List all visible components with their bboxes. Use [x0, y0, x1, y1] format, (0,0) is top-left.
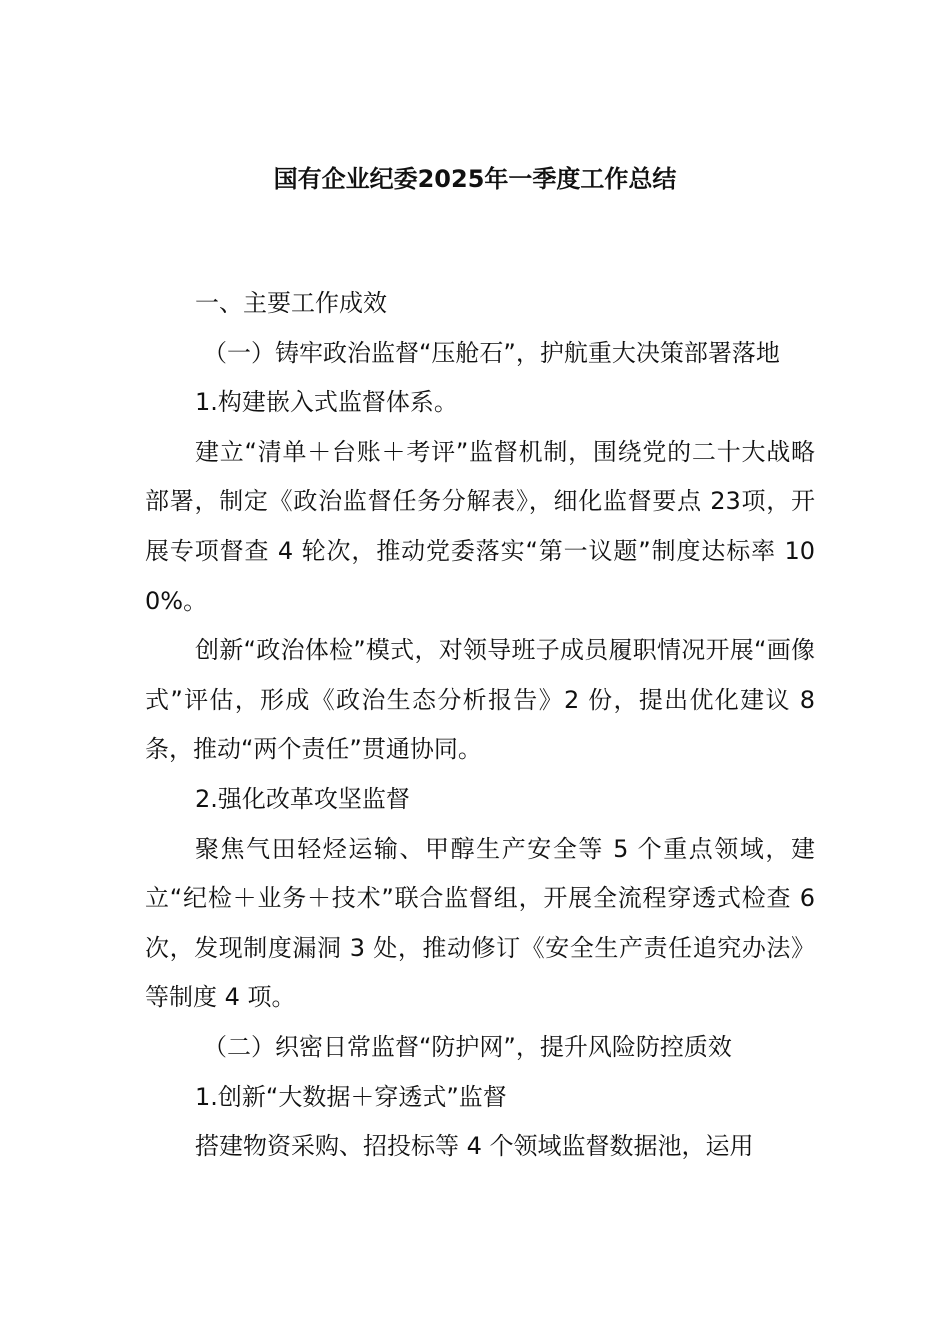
subsection-heading-political-supervision: （一）铸牢政治监督“压舱石”，护航重大决策部署落地	[203, 338, 780, 367]
paragraph-key-areas: 聚焦气田轻烃运输、甲醇生产安全等 5 个重点领域，建立“纪检＋业务＋技术”联合监督组，开展全流程穿透式检查 6 次，发现制度漏洞 3 处，推动修订《安全生产责任追究办法》等制度 4 项。	[145, 834, 815, 1012]
item-heading-big-data-supervision: 1.创新“大数据＋穿透式”监督	[195, 1082, 507, 1111]
paragraph-supervision-mechanism: 建立“清单＋台账＋考评”监督机制，围绕党的二十大战略部署，制定《政治监督任务分解表》，细化监督要点 23项，开展专项督查 4 轮次，推动党委落实“第一议题”制度达标率 100%。	[145, 437, 815, 615]
item-heading-reform-supervision: 2.强化改革攻坚监督	[195, 784, 410, 813]
item-heading-embedded-supervision: 1.构建嵌入式监督体系。	[195, 388, 458, 417]
paragraph-political-checkup: 创新“政治体检”模式，对领导班子成员履职情况开展“画像式”评估，形成《政治生态分析报告》2 份，提出优化建议 8 条，推动“两个责任”贯通协同。	[145, 636, 815, 764]
document-title: 国有企业纪委2025年一季度工作总结	[273, 165, 677, 193]
subsection-heading-daily-supervision: （二）织密日常监督“防护网”，提升风险防控质效	[203, 1032, 732, 1061]
section-heading-main-results: 一、主要工作成效	[195, 289, 387, 317]
document-body	[145, 279, 815, 1172]
paragraph-data-pool: 搭建物资采购、招投标等 4 个领域监督数据池，运用	[195, 1132, 754, 1161]
